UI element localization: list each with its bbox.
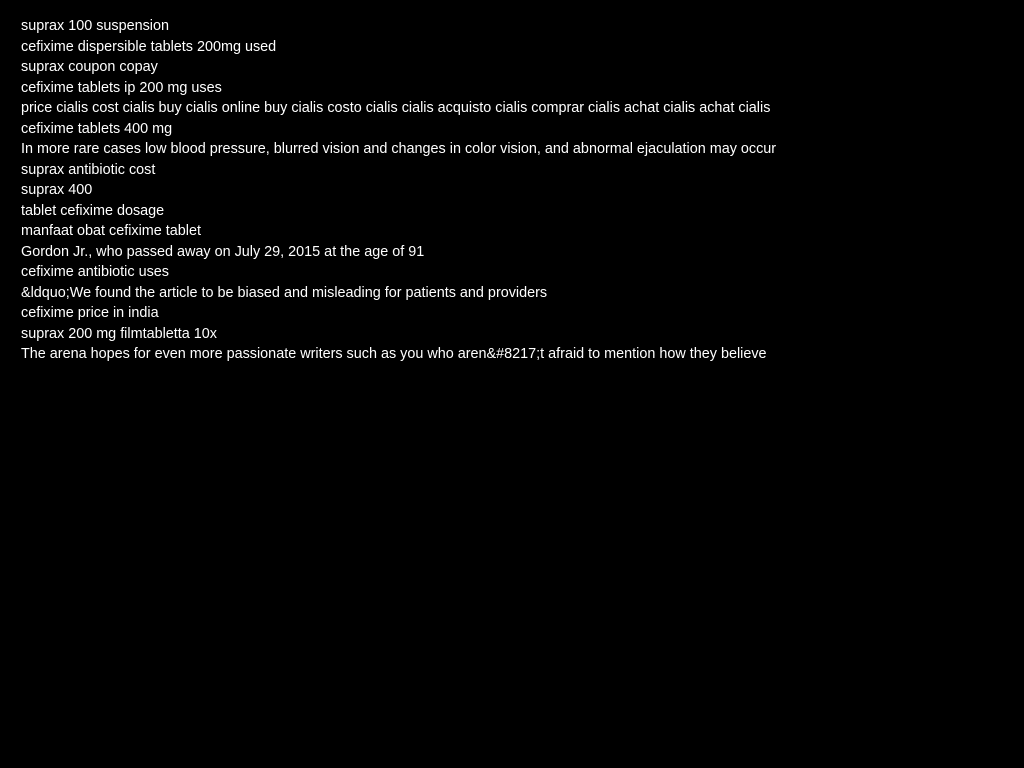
- text-line: tablet cefixime dosage: [21, 202, 165, 219]
- text-list: [21, 16, 1011, 365]
- text-line: &ldquo;We found the article to be biased and misleading for patients and providers: [21, 284, 548, 301]
- text-line: suprax 400: [21, 182, 93, 198]
- text-line: cefixime tablets ip 200 mg uses: [21, 79, 222, 96]
- text-line: cefixime tablets 400 mg: [21, 120, 173, 137]
- text-line: cefixime price in india: [21, 305, 159, 321]
- text-line: manfaat obat cefixime tablet: [21, 223, 201, 239]
- text-line: cefixime antibiotic uses: [21, 264, 169, 280]
- text-line: price cialis cost cialis buy cialis online buy cialis costo cialis cialis acquisto cialis comprar cialis achat cialis achat cialis: [21, 100, 771, 116]
- text-line: cefixime dispersible tablets 200mg used: [21, 38, 277, 55]
- text-line: suprax antibiotic cost: [21, 161, 156, 178]
- text-line: Gordon Jr., who passed away on July 29, 2015 at the age of 91: [21, 243, 425, 260]
- text-line: suprax coupon copay: [21, 59, 158, 75]
- text-line: In more rare cases low blood pressure, blurred vision and changes in color vision, and abnormal ejaculation may occur: [21, 141, 777, 157]
- text-line: suprax 100 suspension: [21, 18, 170, 34]
- text-line: suprax 200 mg filmtabletta 10x: [21, 325, 217, 342]
- text-line: The arena hopes for even more passionate writers such as you who aren&#8217;t afraid to mention how they believe: [21, 346, 767, 362]
